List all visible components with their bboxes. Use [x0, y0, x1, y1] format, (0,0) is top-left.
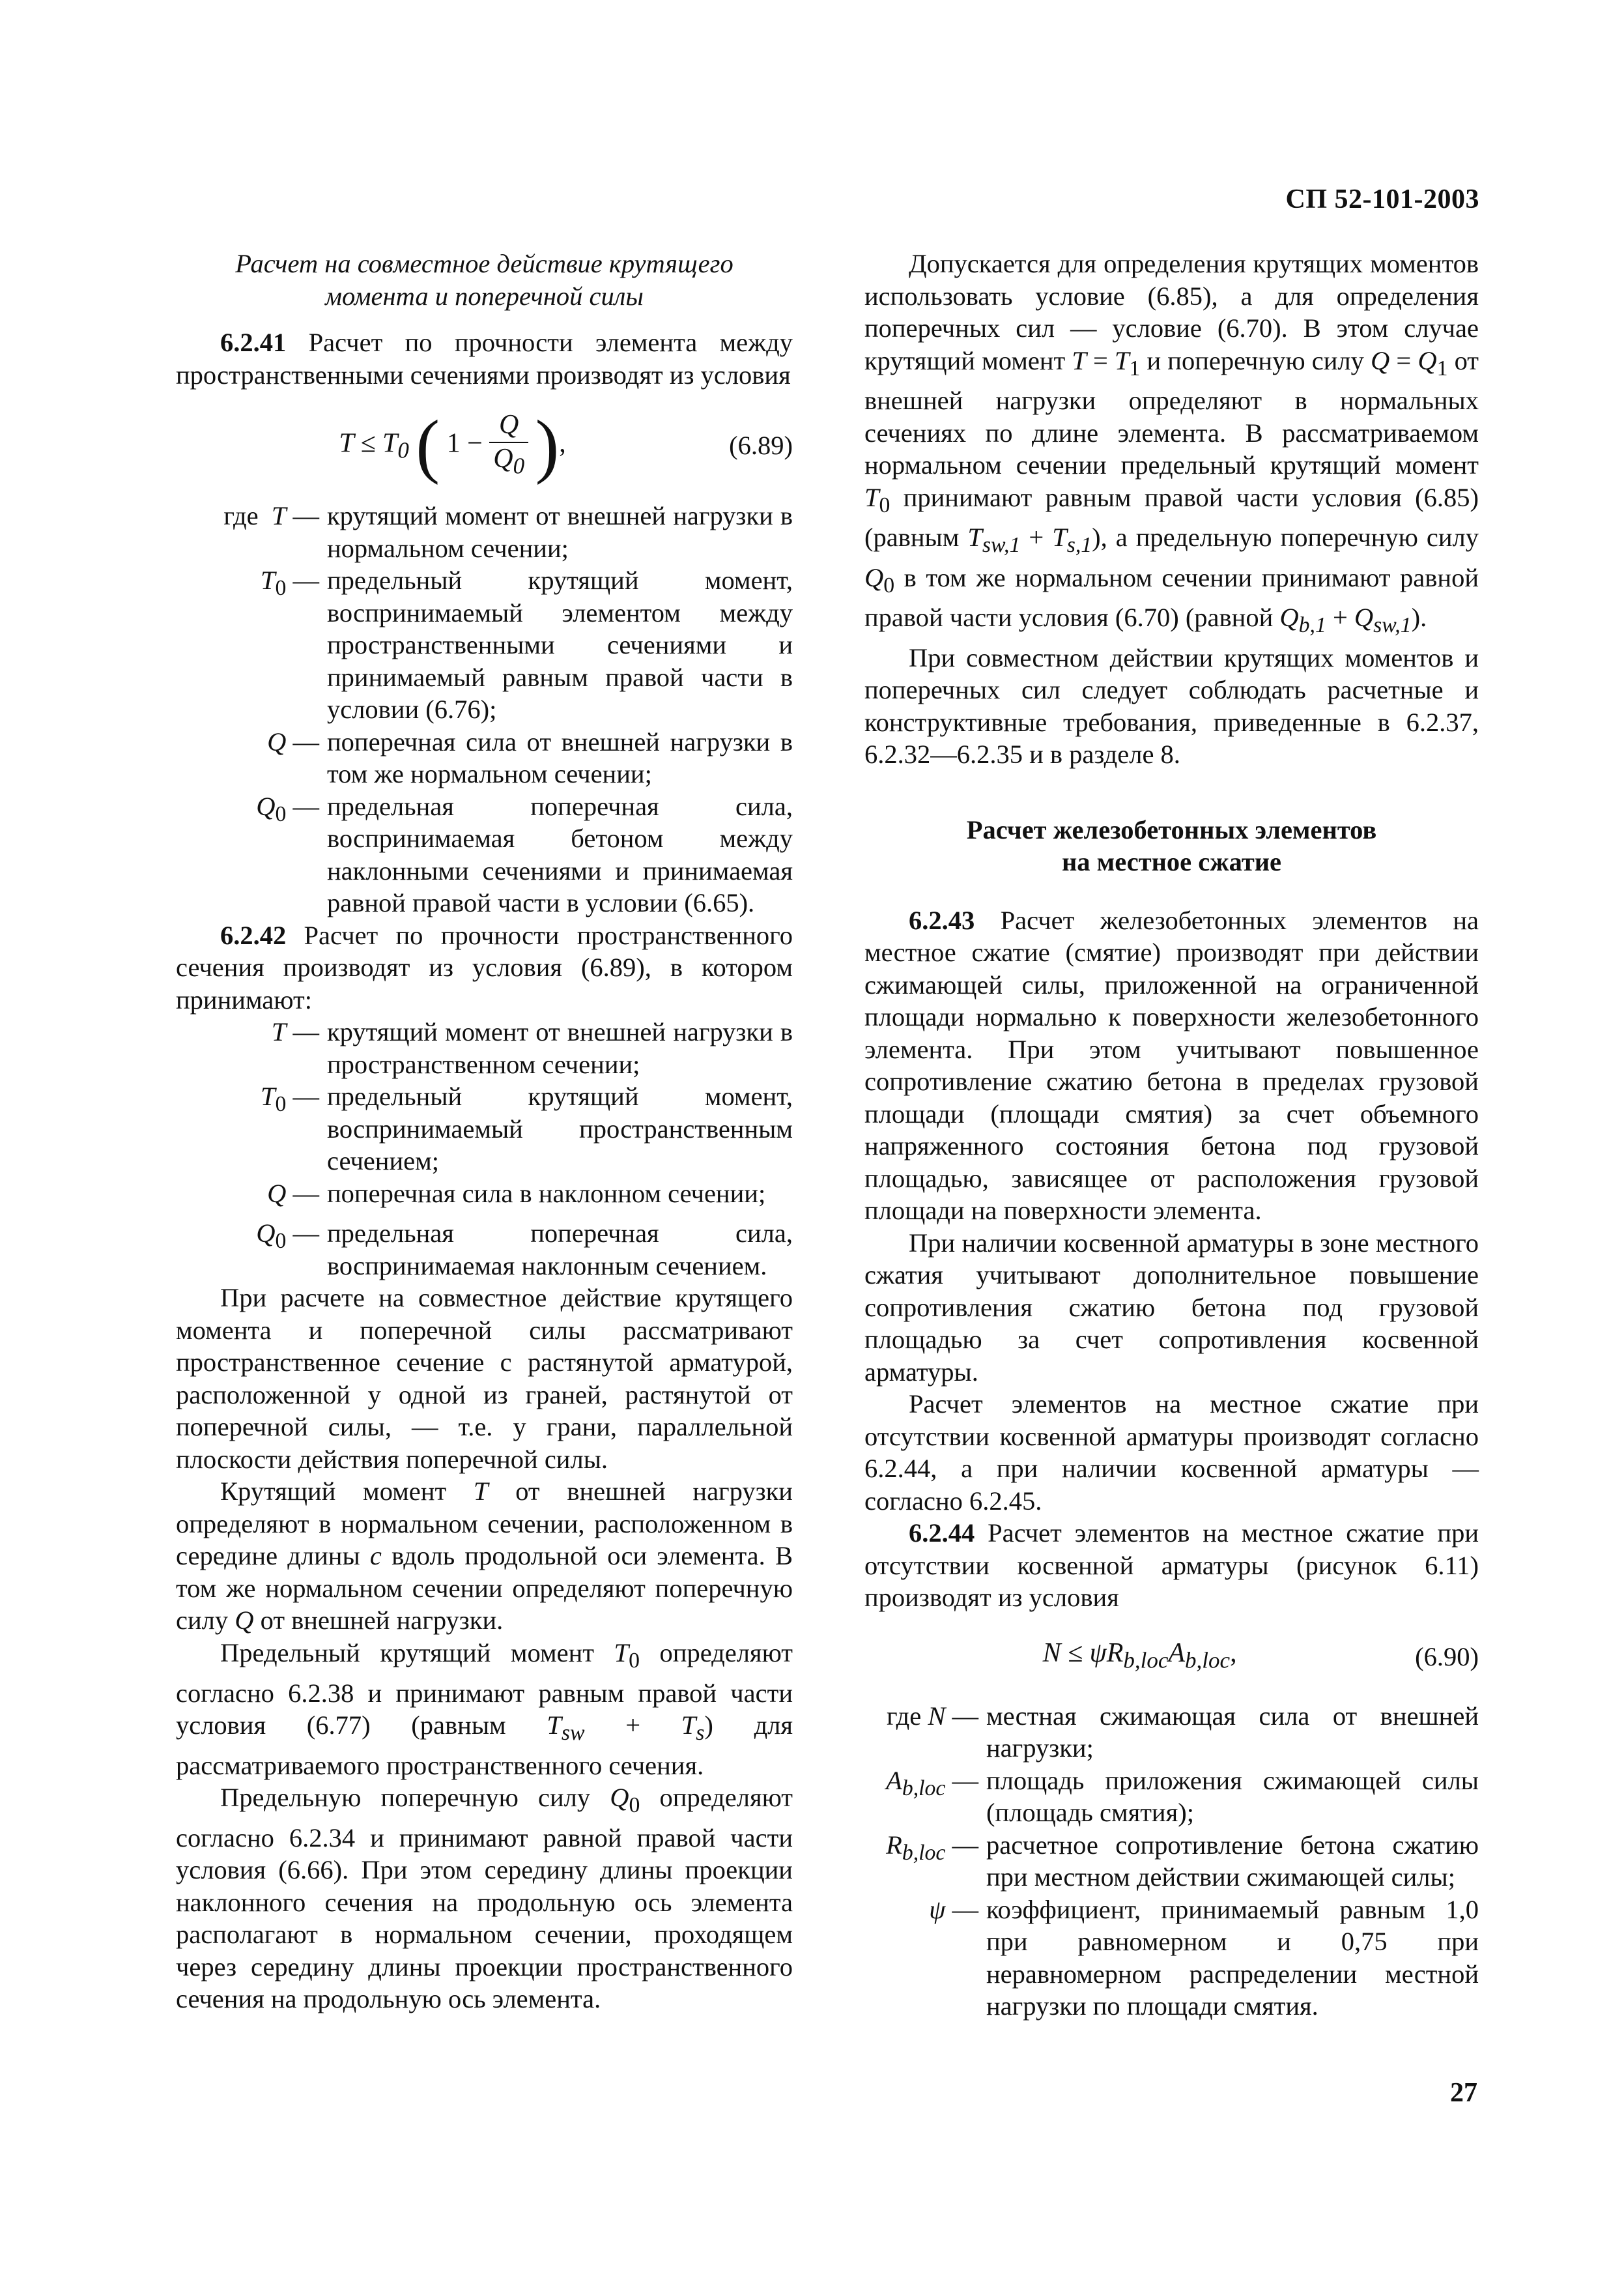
- paragraph-6-2-41: [176, 326, 793, 391]
- paragraph-torque: Крутящий момент T от внешней нагрузки определяют в нормальном сечении, расположенном в середине длины c вдоль продольной оси элемента. В том же нормальном сечении определяют поперечную силу Q от внешней нагрузки.: [176, 1477, 793, 1635]
- paragraph-indirect-reinforcement: При наличии косвенной арматуры в зоне местного сжатия учитывают дополнительное повышение сопротивления сжатию бетона под грузовой площадью за счет сопротивления косвенной арматуры.: [864, 1228, 1479, 1387]
- section-title-torsion-shear: Расчет на совместное действие крутящего момента и поперечной силы: [235, 249, 734, 311]
- formula-6-90: [864, 1637, 1479, 1677]
- clause-text: Расчет элементов на местное сжатие при отсутствии косвенной арматуры (рисунок 6.11) производят из условия: [864, 1518, 1479, 1613]
- paragraph-calculation: Расчет элементов на местное сжатие при отсутствии косвенной арматуры производят согласно 6.2.44, а при наличии косвенной арматуры — согласно 6.2.45.: [864, 1389, 1479, 1516]
- paragraph-6-2-44: [864, 1517, 1479, 1614]
- paragraph-requirements: При совместном действии крутящих моментов и поперечных сил следует соблюдать расчетные и конструктивные требования, приведенные в 6.2.37, 6.2.32—6.2.35 и в разделе 8.: [864, 642, 1479, 770]
- definitions-list-a: [176, 500, 793, 919]
- clause-number: 6.2.42: [220, 920, 287, 950]
- paragraph-limit-torque: Предельный крутящий момент $T_0$ определяют согласно 6.2.38 и принимают равным правой части условия (6.77) (равным $T_{sw} + T_s$) для рассматриваемого пространственного сечения.: [176, 1637, 793, 1780]
- definition-row: ψ — коэффициент, принимаемый равным 1,0 при равномерном и 0,75 при неравномерном распределении местной нагрузки по площади смятия.: [929, 1894, 1479, 2021]
- section-title-local-compression: Расчет железобетонных элементов на местное сжатие: [966, 814, 1377, 877]
- document-code: СП 52-101-2003: [1285, 184, 1479, 214]
- clause-text: Расчет железобетонных элементов на местное сжатие (смятие) производят при действии сжимающей силы, приложенной на ограниченной площади нормально к поверхности железобетонного элемента. При этом учитывают повышенное сопротивление сжатию бетона в пределах грузовой площади (площади смятия) за счет объемного напряженного состояния бетона под грузовой площадью, зависящее от расположения грузовой площади на поверхности элемента.: [864, 905, 1479, 1226]
- paragraph-allowance: Допускается для определения крутящих моментов использовать условие (6.85), а для определения поперечных сил — условие (6.70). В этом случае крутящий момент $T = T_1$ и поперечную силу $Q = Q_1$ от внешней нагрузки определяют в нормальных сечениях по длине элемента. В рассматриваемом нормальном сечении предельный крутящий момент $T_0$ принимают равным правой части условия (6.85) (равным $T_{sw,1} + T_{s,1}$), а предельную поперечную силу $Q_0$ в том же нормальном сечении принимают равной правой части условия (6.70) (равной $Q_{b,1} + Q_{sw,1}$).: [864, 249, 1479, 638]
- definitions-list-c: [864, 1700, 1479, 2023]
- clause-text: Расчет по прочности пространственного сечения производят из условия (6.89), в котором принимают:: [176, 920, 793, 1015]
- definition-row: $Q_0$ — предельная поперечная сила, воспринимаемая бетоном между наклонными сечениями и принимаемая равной правой части в условии (6.65).: [256, 791, 793, 918]
- left-column: [176, 248, 793, 2015]
- definition-row: где T — крутящий момент от внешней нагрузки в нормальном сечении;: [223, 501, 793, 563]
- paragraph-limit-shear: Предельную поперечную силу $Q_0$ определяют согласно 6.2.34 и принимают равной правой части условия (6.66). При этом середину длины проекции наклонного сечения на продольную ось элемента располагают в нормальном сечении, проходящем через середину длины проекции пространственного сечения на продольную ось элемента.: [176, 1783, 793, 2014]
- definitions-list-b: [176, 1016, 793, 1282]
- equation-number: (6.89): [729, 430, 793, 460]
- formula-expression: $T \le T_0$ ( 1 − $\frac{Q}{Q_0}$ ),: [339, 405, 566, 485]
- clause-text: Расчет по прочности элемента между пространственными сечениями производят из условия: [176, 328, 793, 390]
- definition-row: T — крутящий момент от внешней нагрузки в пространственном сечении;: [271, 1017, 793, 1079]
- right-column: [864, 248, 1479, 2023]
- clause-number: 6.2.41: [220, 328, 287, 357]
- formula-expression: $N \le \psi R_{b,loc}A_{b,loc}$,: [1042, 1637, 1237, 1673]
- definition-row: $R_{b,loc}$ — расчетное сопротивление бетона сжатию при местном действии сжимающей силы;: [886, 1830, 1479, 1892]
- formula-6-89: [176, 405, 793, 485]
- definition-row: где N — местная сжимающая сила от внешней нагрузки;: [887, 1701, 1479, 1763]
- definition-row: Q — поперечная сила от внешней нагрузки в том же нормальном сечении;: [267, 727, 793, 789]
- definition-row: $Q_0$ — предельная поперечная сила, воспринимаемая наклонным сечением.: [256, 1218, 793, 1280]
- definition-row: $A_{b,loc}$ — площадь приложения сжимающей силы (площадь смятия);: [886, 1765, 1479, 1828]
- clause-number: 6.2.44: [909, 1518, 975, 1548]
- equation-number: (6.90): [1415, 1642, 1479, 1672]
- page-number: 27: [1450, 2078, 1477, 2108]
- definition-row: $T_0$ — предельный крутящий момент, воспринимаемый пространственным сечением;: [260, 1082, 793, 1176]
- paragraph-combined-action: При расчете на совместное действие крутящего момента и поперечной силы рассматривают пространственное сечение с растянутой арматурой, расположенной у одной из граней, растянутой от поперечной силы, — т.е. у грани, параллельной плоскости действия поперечной силы.: [176, 1283, 793, 1474]
- fraction: $\frac{Q}{Q_0}$: [489, 409, 528, 482]
- definition-row: $T_0$ — предельный крутящий момент, воспринимаемый элементом между пространственными сечениями и принимаемый равным правой части в условии (6.76);: [260, 566, 793, 725]
- clause-number: 6.2.43: [909, 905, 975, 935]
- paragraph-6-2-43: [864, 904, 1479, 1227]
- paragraph-6-2-42: [176, 919, 793, 1016]
- definition-row: Q — поперечная сила в наклонном сечении;: [267, 1178, 766, 1208]
